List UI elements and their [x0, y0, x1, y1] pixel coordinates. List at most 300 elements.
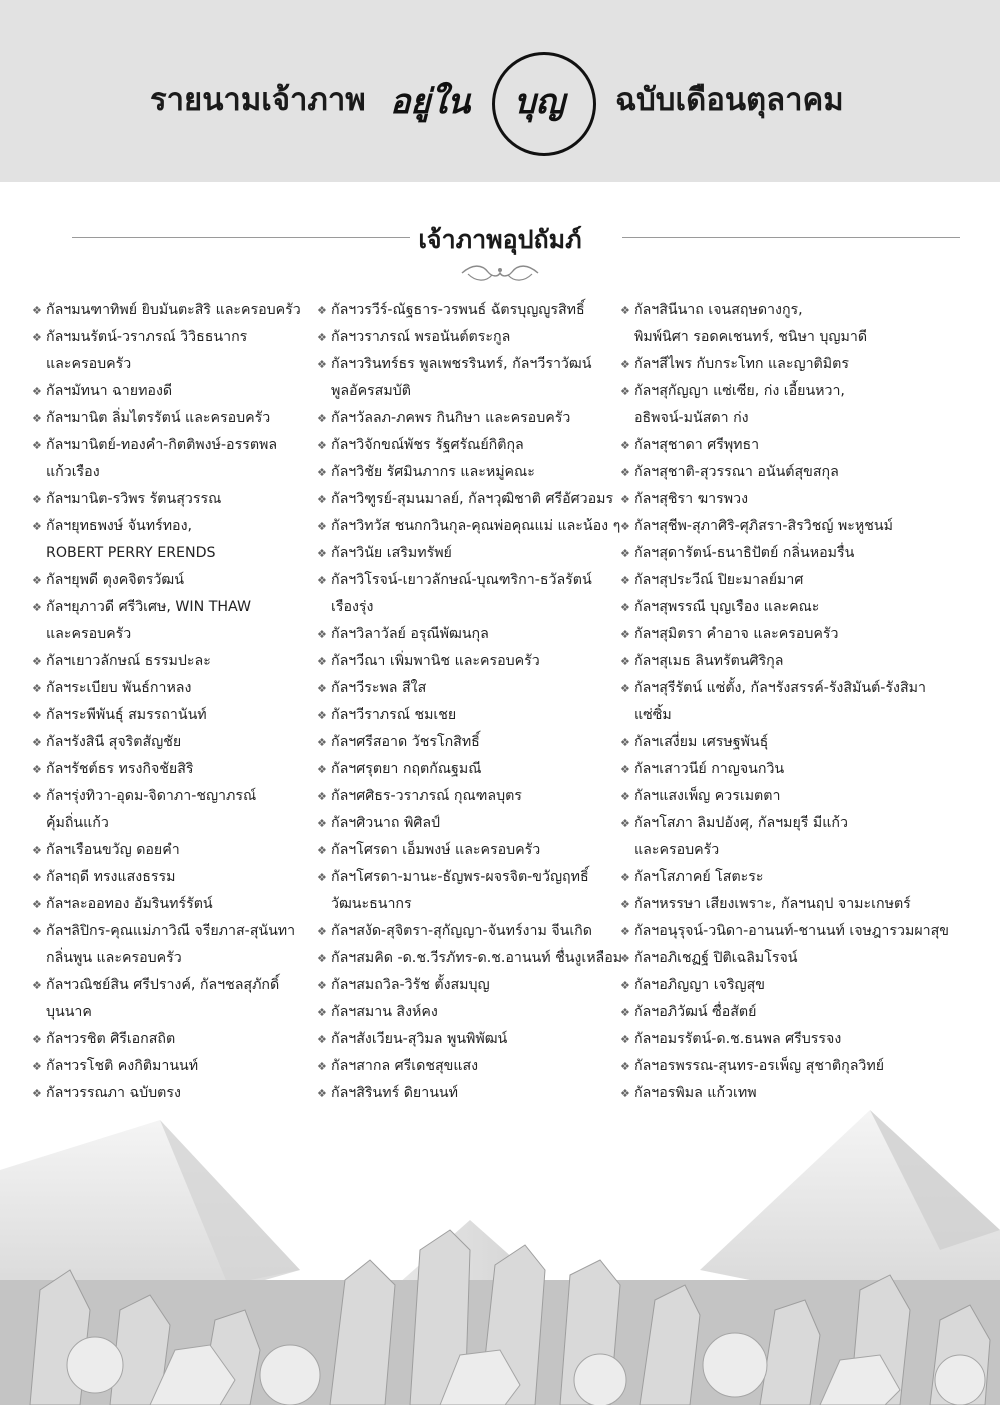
donor-entry — [620, 594, 940, 621]
donor-name-line: กัลฯวีราภรณ์ ชมเชย — [331, 707, 457, 723]
donor-name-line: กัลฯวรวีร์-ณัฐธาร-วรพนธ์ ฉัตรบุญญูรสิทธิ์ — [331, 302, 585, 318]
diamond-bullet-icon: ❖ — [32, 1087, 42, 1100]
donor-name-line: กัลฯโสภาคย์ โสตะระ — [634, 869, 764, 885]
donor-name — [634, 810, 940, 864]
donor-entry — [620, 567, 940, 594]
diamond-bullet-icon: ❖ — [620, 358, 630, 371]
donor-name-line: กัลฯวรินทร์ธร พูลเพชรรินทร์, กัลฯวีราวัฒน์ — [331, 356, 592, 372]
donor-name-line: กัลฯรังสินี สุจริตสัญชัย — [46, 734, 182, 750]
section-title: เจ้าภาพอุปถัมภ์ — [418, 225, 582, 254]
donor-entry — [32, 702, 322, 729]
donor-name-line: กัลฯศรีสอาด วัชรโกสิทธิ์ — [331, 734, 480, 750]
header-title-right: ฉบับเดือนตุลาคม — [615, 82, 844, 118]
donor-entry — [317, 999, 617, 1026]
donor-name — [46, 432, 322, 486]
donor-name-line: กัลฯวรชิต ศิรีเอกสถิต — [46, 1031, 176, 1047]
donor-entry — [620, 486, 940, 513]
donor-name-line: กัลฯแสงเพ็ญ ควรเมตตา — [634, 788, 781, 804]
donor-entry — [620, 891, 940, 918]
donor-entry — [32, 567, 322, 594]
diamond-bullet-icon: ❖ — [620, 1006, 630, 1019]
header-title-left: รายนามเจ้าภาพ — [150, 82, 366, 118]
diamond-bullet-icon: ❖ — [620, 493, 630, 506]
donor-entry — [620, 513, 940, 540]
donor-name — [46, 1026, 322, 1053]
donor-name — [634, 513, 940, 540]
donor-name-line: กัลฯมัทนา ฉายทองดี — [46, 383, 173, 399]
donor-name-line: กัลฯศิวนาถ พิศิลป์ — [331, 815, 441, 831]
donor-entry — [317, 837, 617, 864]
donor-name-line: กัลฯยุทธพงษ์ จันทร์ทอง, — [46, 518, 193, 534]
donor-entry — [32, 756, 322, 783]
donor-name — [46, 918, 322, 972]
diamond-bullet-icon: ❖ — [317, 493, 327, 506]
logo — [384, 52, 608, 156]
donor-entry — [620, 972, 940, 999]
donor-name-line: กัลฯละออทอง อัมรินทร์รัตน์ — [46, 896, 213, 912]
donor-name — [331, 999, 617, 1026]
donor-name-line: กัลฯวิทวัส ชนกกวินกุล-คุณพ่อคุณแม่ และน้อง ๆ — [331, 518, 621, 534]
diamond-bullet-icon: ❖ — [317, 304, 327, 317]
donor-name-line: กัลฯสมถวิล-วิรัช ตั้งสมบุญ — [331, 977, 490, 993]
donor-name — [634, 945, 940, 972]
donor-entry — [620, 1053, 940, 1080]
donor-name-line: กัลฯยุภาวดี ศรีวิเศษ, WIN THAW — [46, 599, 252, 615]
donor-name — [331, 567, 617, 621]
donor-name — [634, 864, 940, 891]
donor-name — [331, 783, 617, 810]
donor-name-line: กัลฯสมาน สิงห์คง — [331, 1004, 438, 1020]
donor-name-line: คุ้มถิ่นแก้ว — [46, 815, 109, 831]
donor-name — [331, 405, 617, 432]
donor-entry — [620, 783, 940, 810]
donor-name — [331, 297, 617, 324]
donor-name-line: กัลฯสุดารัตน์-ธนาธิปัตย์ กลิ่นหอมรื่น — [634, 545, 855, 561]
donor-entry — [317, 648, 617, 675]
donor-entry — [317, 729, 617, 756]
donor-name — [46, 864, 322, 891]
donor-entry — [32, 297, 322, 324]
donor-entry — [620, 540, 940, 567]
donor-entry — [620, 621, 940, 648]
donor-name — [634, 756, 940, 783]
donor-entry — [317, 513, 621, 540]
donor-entry — [32, 513, 322, 567]
donor-entry — [32, 1080, 322, 1107]
donor-entry — [620, 432, 940, 459]
donor-name — [634, 594, 940, 621]
donor-name-line: กัลฯสุพรรณี บุญเรือง และคณะ — [634, 599, 820, 615]
donor-entry — [317, 486, 617, 513]
donor-name-line: กัลฯมนฑาทิพย์ ยิบมันตะสิริ และครอบครัว — [46, 302, 301, 318]
donor-name — [331, 810, 617, 837]
donor-name — [46, 648, 322, 675]
donor-entry — [32, 378, 322, 405]
diamond-bullet-icon: ❖ — [620, 304, 630, 317]
diamond-bullet-icon: ❖ — [620, 466, 630, 479]
donor-name-line: กัลฯสิรินทร์ ดิยานนท์ — [331, 1085, 458, 1101]
donor-name-line: กัลฯมานิตย์-ทองคำ-กิตติพงษ์-อรรตพล — [46, 437, 278, 453]
donor-name-line: กัลฯระเบียบ พันธ์กาหลง — [46, 680, 192, 696]
diamond-bullet-icon: ❖ — [620, 790, 630, 803]
donor-name — [634, 675, 940, 729]
diamond-bullet-icon: ❖ — [620, 817, 630, 830]
donor-entry — [620, 918, 949, 945]
donor-name-line: กัลฯลิปิกร-คุณแม่ภาวิณี จรียภาส-สุนันทา — [46, 923, 296, 939]
diamond-bullet-icon: ❖ — [620, 385, 630, 398]
donor-entry — [32, 324, 322, 378]
diamond-bullet-icon: ❖ — [32, 574, 42, 587]
donor-name-line: ROBERT PERRY ERENDS — [46, 545, 216, 561]
donor-column-2 — [317, 297, 623, 1107]
donor-name — [331, 1053, 617, 1080]
donor-name — [46, 297, 322, 324]
donor-name — [46, 1080, 322, 1107]
donor-name-line: กัลฯวิชัย รัศมินภากร และหมู่คณะ — [331, 464, 535, 480]
diamond-bullet-icon: ❖ — [620, 952, 630, 965]
diamond-bullet-icon: ❖ — [317, 925, 327, 938]
donor-name — [46, 891, 322, 918]
donor-name — [331, 351, 617, 405]
donor-name-line: วัฒนะธนากร — [331, 896, 412, 912]
donor-entry — [620, 378, 940, 432]
donor-name — [46, 378, 322, 405]
donor-entry — [32, 675, 322, 702]
donor-entry — [317, 432, 617, 459]
donor-name-line: กัลฯสุเมธ ลินทรัตนศิริกุล — [634, 653, 784, 669]
donor-name-line: และครอบครัว — [46, 626, 132, 642]
donor-entry — [32, 594, 322, 648]
diamond-bullet-icon: ❖ — [317, 655, 327, 668]
donor-name-line: กัลฯสุกัญญา แซ่เซีย, ก่ง เอี้ยนหวา, — [634, 383, 845, 399]
diamond-bullet-icon: ❖ — [620, 1087, 630, 1100]
crystal-pyramid-illustration-icon — [0, 1110, 1000, 1405]
donor-entry — [32, 486, 322, 513]
donor-column-1 — [32, 297, 322, 1107]
diamond-bullet-icon: ❖ — [32, 520, 42, 533]
donor-name-line: กัลฯอภิเชฏฐ์ ปิติเฉลิมโรจน์ — [634, 950, 798, 966]
diamond-bullet-icon: ❖ — [317, 682, 327, 695]
diamond-bullet-icon: ❖ — [317, 763, 327, 776]
donor-name — [331, 648, 617, 675]
ornament-flourish-icon — [458, 262, 542, 284]
diamond-bullet-icon: ❖ — [317, 844, 327, 857]
donor-name-line: อธิพจน์-มนัสดา ก่ง — [634, 410, 749, 426]
donor-name-line: บุนนาค — [46, 1004, 92, 1020]
donor-entry — [620, 1080, 940, 1107]
donor-name — [331, 972, 617, 999]
donor-entry — [620, 459, 940, 486]
diamond-bullet-icon: ❖ — [620, 1060, 630, 1073]
donor-name — [331, 486, 617, 513]
donor-name — [46, 837, 322, 864]
diamond-bullet-icon: ❖ — [317, 331, 327, 344]
donor-name-line: กัลฯสังเวียน-สุวิมล พูนพิพัฒน์ — [331, 1031, 508, 1047]
donor-name — [634, 999, 940, 1026]
donor-entry — [317, 567, 617, 621]
donor-name — [634, 1080, 940, 1107]
donor-name — [46, 324, 322, 378]
donor-entry — [620, 1026, 940, 1053]
diamond-bullet-icon: ❖ — [620, 601, 630, 614]
donor-entry — [317, 864, 617, 918]
donor-name — [331, 729, 617, 756]
donor-name — [634, 432, 940, 459]
donor-name — [46, 972, 322, 1026]
donor-name-line: กัลฯอมรรัตน์-ด.ช.ธนพล ศรีบรรจง — [634, 1031, 842, 1047]
donor-name-line: พิมพ์นิศา รอดคเชนทร์, ชนิษา บุญมาดี — [634, 329, 868, 345]
donor-name-line: กัลฯเสาวนีย์ กาญจนกวิน — [634, 761, 785, 777]
donor-entry — [32, 1053, 322, 1080]
donor-name-line: กัลฯวิลาวัลย์ อรุณีพัฒนกุล — [331, 626, 489, 642]
donor-name-line: กัลฯวัลลภ-ภคพร กินกิษา และครอบครัว — [331, 410, 571, 426]
donor-name — [331, 324, 617, 351]
donor-name-line: กัลฯสุประวีณ์ ปิยะมาลย์มาศ — [634, 572, 804, 588]
donor-name — [634, 891, 940, 918]
donor-name — [331, 459, 617, 486]
donor-name — [634, 297, 940, 351]
donor-entry — [317, 945, 623, 972]
donor-entry — [620, 864, 940, 891]
donor-name-line: และครอบครัว — [634, 842, 720, 858]
donor-name-line: กัลฯรุ่งทิวา-อุดม-จิดาภา-ชญาภรณ์ — [46, 788, 257, 804]
donor-name — [634, 918, 949, 945]
donor-entry — [317, 675, 617, 702]
donor-name — [46, 567, 322, 594]
donor-name-line: เรืองรุ่ง — [331, 599, 374, 615]
diamond-bullet-icon: ❖ — [317, 790, 327, 803]
diamond-bullet-icon: ❖ — [32, 331, 42, 344]
donor-name — [634, 567, 940, 594]
donor-name-line: กัลฯมานิต-รวิพร รัตนสุวรรณ — [46, 491, 222, 507]
diamond-bullet-icon: ❖ — [32, 601, 42, 614]
diamond-bullet-icon: ❖ — [317, 547, 327, 560]
diamond-bullet-icon: ❖ — [317, 871, 327, 884]
donor-column-3 — [620, 297, 949, 1107]
donor-name — [634, 459, 940, 486]
donor-entry — [317, 540, 617, 567]
donor-name-line: กัลฯฤดี ทรงแสงธรรม — [46, 869, 176, 885]
donor-name-line: กัลฯสุมิตรา คำอาจ และครอบครัว — [634, 626, 839, 642]
diamond-bullet-icon: ❖ — [32, 385, 42, 398]
donor-name-line: กัลฯมนรัตน์-วราภรณ์ วิวิธธนากร — [46, 329, 248, 345]
diamond-bullet-icon: ❖ — [317, 736, 327, 749]
donor-name-line: กัลฯสากล ศรีเดชสุขแสง — [331, 1058, 479, 1074]
donor-name-line: กัลฯมานิต ลิ่มไตรรัตน์ และครอบครัว — [46, 410, 271, 426]
diamond-bullet-icon: ❖ — [317, 979, 327, 992]
donor-name — [634, 648, 940, 675]
donor-entry — [32, 837, 322, 864]
donor-name-line: แซ่ซิ้ม — [634, 707, 672, 723]
donor-name-line: กัลฯสุชิรา ฆารพวง — [634, 491, 748, 507]
diamond-bullet-icon: ❖ — [317, 628, 327, 641]
donor-entry — [317, 297, 617, 324]
diamond-bullet-icon: ❖ — [317, 709, 327, 722]
donor-name — [634, 729, 940, 756]
diamond-bullet-icon: ❖ — [32, 871, 42, 884]
donor-name — [331, 837, 617, 864]
donor-name-line: กัลฯรัชต์ธร ทรงกิจชัยสิริ — [46, 761, 194, 777]
donor-name-line: กัลฯเยาวลักษณ์ ธรรมปะละ — [46, 653, 211, 669]
diamond-bullet-icon: ❖ — [32, 682, 42, 695]
diamond-bullet-icon: ❖ — [620, 682, 630, 695]
donor-name — [634, 621, 940, 648]
donor-entry — [32, 864, 322, 891]
logo-text-1: อยู่ใน — [390, 82, 471, 122]
diamond-bullet-icon: ❖ — [317, 1087, 327, 1100]
donor-name-line: กัลฯวิฑูรย์-สุมนมาลย์, กัลฯวุฒิชาติ ศรีอัศวอมร — [331, 491, 614, 507]
donor-name-line: กัลฯวรโชติ คงกิติมานนท์ — [46, 1058, 199, 1074]
donor-entry — [620, 729, 940, 756]
diamond-bullet-icon: ❖ — [317, 412, 327, 425]
diamond-bullet-icon: ❖ — [317, 439, 327, 452]
donor-name — [46, 405, 322, 432]
donor-entry — [317, 1053, 617, 1080]
diamond-bullet-icon: ❖ — [620, 655, 630, 668]
donor-name — [634, 486, 940, 513]
diamond-bullet-icon: ❖ — [317, 1060, 327, 1073]
diamond-bullet-icon: ❖ — [317, 1006, 327, 1019]
donor-entry — [32, 891, 322, 918]
diamond-bullet-icon: ❖ — [32, 412, 42, 425]
diamond-bullet-icon: ❖ — [620, 871, 630, 884]
donor-entry — [317, 702, 617, 729]
diamond-bullet-icon: ❖ — [317, 358, 327, 371]
donor-name — [331, 540, 617, 567]
donor-entry — [317, 459, 617, 486]
donor-name-line: กัลฯอรพรรณ-สุนทร-อรเพ็ญ สุชาติกุลวิทย์ — [634, 1058, 885, 1074]
donor-entry — [32, 432, 322, 486]
donor-name-line: กัลฯระพีพันธุ์ สมรรถานันท์ — [46, 707, 207, 723]
donor-name — [46, 729, 322, 756]
diamond-bullet-icon: ❖ — [32, 898, 42, 911]
diamond-bullet-icon: ❖ — [32, 709, 42, 722]
donor-name-line: กัลฯสุชาติ-สุวรรณา อนันต์สุขสกุล — [634, 464, 839, 480]
donor-entry — [317, 972, 617, 999]
donor-name-line: กัลฯโศรดา เอ็มพงษ์ และครอบครัว — [331, 842, 541, 858]
diamond-bullet-icon: ❖ — [32, 655, 42, 668]
donor-entry — [317, 783, 617, 810]
donor-entry — [32, 405, 322, 432]
donor-entry — [620, 297, 940, 351]
diamond-bullet-icon: ❖ — [32, 493, 42, 506]
donor-entry — [32, 972, 322, 1026]
donor-name-line: กัลฯสุชีพ-สุภาศิริ-ศุภิสรา-สิรวิชญ์ พะหูชนม์ — [634, 518, 893, 534]
diamond-bullet-icon: ❖ — [620, 574, 630, 587]
donor-name-line: และครอบครัว — [46, 356, 132, 372]
donor-name — [46, 594, 322, 648]
donor-name-line: กัลฯวณิชย์สิน ศรีปรางค์, กัลฯชลสุภักดิ์ — [46, 977, 280, 993]
donor-entry — [317, 756, 617, 783]
diamond-bullet-icon: ❖ — [317, 466, 327, 479]
donor-name — [331, 864, 617, 918]
donor-entry — [317, 1080, 617, 1107]
diamond-bullet-icon: ❖ — [32, 304, 42, 317]
donor-name — [634, 783, 940, 810]
diamond-bullet-icon: ❖ — [32, 979, 42, 992]
donor-name-line: กัลฯยุพดี ตุงคจิตรวัฒน์ — [46, 572, 184, 588]
donor-entry — [317, 405, 617, 432]
donor-name — [331, 675, 617, 702]
donor-name — [46, 756, 322, 783]
donor-name-line: กัลฯสุรีรัตน์ แซ่ตั้ง, กัลฯรังสรรค์-รังสิมันต์-รังสิมา — [634, 680, 926, 696]
donor-name-line: กัลฯอรพิมล แก้วเทพ — [634, 1085, 757, 1101]
donor-name — [46, 1053, 322, 1080]
donor-name-line: กัลฯวินัย เสริมทรัพย์ — [331, 545, 452, 561]
donor-entry — [620, 945, 940, 972]
donor-name-line: กัลฯโสภา ลิมปอังศุ, กัลฯมยุรี มีแก้ว — [634, 815, 848, 831]
donor-name-line: กัลฯวราภรณ์ พรอนันต์ตระกูล — [331, 329, 511, 345]
diamond-bullet-icon: ❖ — [317, 952, 327, 965]
donor-entry — [620, 648, 940, 675]
donor-entry — [32, 1026, 322, 1053]
diamond-bullet-icon: ❖ — [620, 898, 630, 911]
donor-entry — [32, 918, 322, 972]
donor-name-line: กัลฯเรือนขวัญ ดอยคำ — [46, 842, 180, 858]
donor-name-line: กัลฯสมคิด -ด.ช.วีรภัทร-ด.ช.อานนท์ ชื่นงูเหลือม — [331, 950, 623, 966]
donor-entry — [620, 351, 940, 378]
donor-entry — [317, 621, 617, 648]
diamond-bullet-icon: ❖ — [620, 547, 630, 560]
donor-name — [46, 702, 322, 729]
donor-entry — [317, 351, 617, 405]
donor-name-line: กัลฯสินีนาถ เจนสฤษดางกูร, — [634, 302, 803, 318]
donor-entry — [317, 324, 617, 351]
donor-name-line: กลิ่นพูน และครอบครัว — [46, 950, 182, 966]
donor-entry — [317, 1026, 617, 1053]
donor-entry — [317, 918, 617, 945]
diamond-bullet-icon: ❖ — [620, 979, 630, 992]
donor-entry — [32, 783, 322, 837]
donor-name-line: กัลฯสงัด-สุจิตรา-สุกัญญา-จันทร์งาม จีนเกิด — [331, 923, 592, 939]
diamond-bullet-icon: ❖ — [620, 1033, 630, 1046]
donor-name — [331, 513, 620, 540]
diamond-bullet-icon: ❖ — [620, 736, 630, 749]
donor-name-line: กัลฯวีณา เพิ่มพานิช และครอบครัว — [331, 653, 540, 669]
donor-name-line: กัลฯวีระพล สีใส — [331, 680, 427, 696]
donor-entry — [317, 810, 617, 837]
donor-entry — [620, 675, 940, 729]
donor-name-line: กัลฯวรรณภา ฉบับตรง — [46, 1085, 181, 1101]
diamond-bullet-icon: ❖ — [317, 817, 327, 830]
diamond-bullet-icon: ❖ — [620, 925, 630, 938]
donor-name-line: พูลอัครสมบัติ — [331, 383, 411, 399]
donor-name-line: กัลฯโศรดา-มานะ-ธัญพร-ผจรจิต-ขวัญฤทธิ์ — [331, 869, 589, 885]
logo-text-2: บุญ — [514, 82, 565, 122]
donor-name — [331, 945, 622, 972]
donor-name-line: กัลฯเสงี่ยม เศรษฐพันธุ์ — [634, 734, 769, 750]
donor-name — [634, 540, 940, 567]
donor-entry — [620, 999, 940, 1026]
donor-name-line: กัลฯศรุตยา กฤตกัณฐมณี — [331, 761, 482, 777]
donor-name — [331, 432, 617, 459]
donor-name — [634, 1026, 940, 1053]
donor-entry — [32, 729, 322, 756]
donor-name — [331, 1080, 617, 1107]
diamond-bullet-icon: ❖ — [32, 1033, 42, 1046]
donor-name-line: กัลฯวิจักขณ์พัชร รัฐศรัณย์กิติกุล — [331, 437, 524, 453]
donor-name-line: แก้วเรือง — [46, 464, 100, 480]
donor-name-line: กัลฯวิโรจน์-เยาวลักษณ์-บุณฑริกา-ธวัลรัตน์ — [331, 572, 592, 588]
donor-name-line: กัลฯอภิวัฒน์ ซื่อสัตย์ — [634, 1004, 757, 1020]
donor-name-line: กัลฯสุชาดา ศรีพุทธา — [634, 437, 760, 453]
donor-name — [331, 918, 617, 945]
diamond-bullet-icon: ❖ — [317, 520, 327, 533]
diamond-bullet-icon: ❖ — [32, 439, 42, 452]
donor-name — [634, 351, 940, 378]
donor-entry — [620, 756, 940, 783]
diamond-bullet-icon: ❖ — [32, 790, 42, 803]
